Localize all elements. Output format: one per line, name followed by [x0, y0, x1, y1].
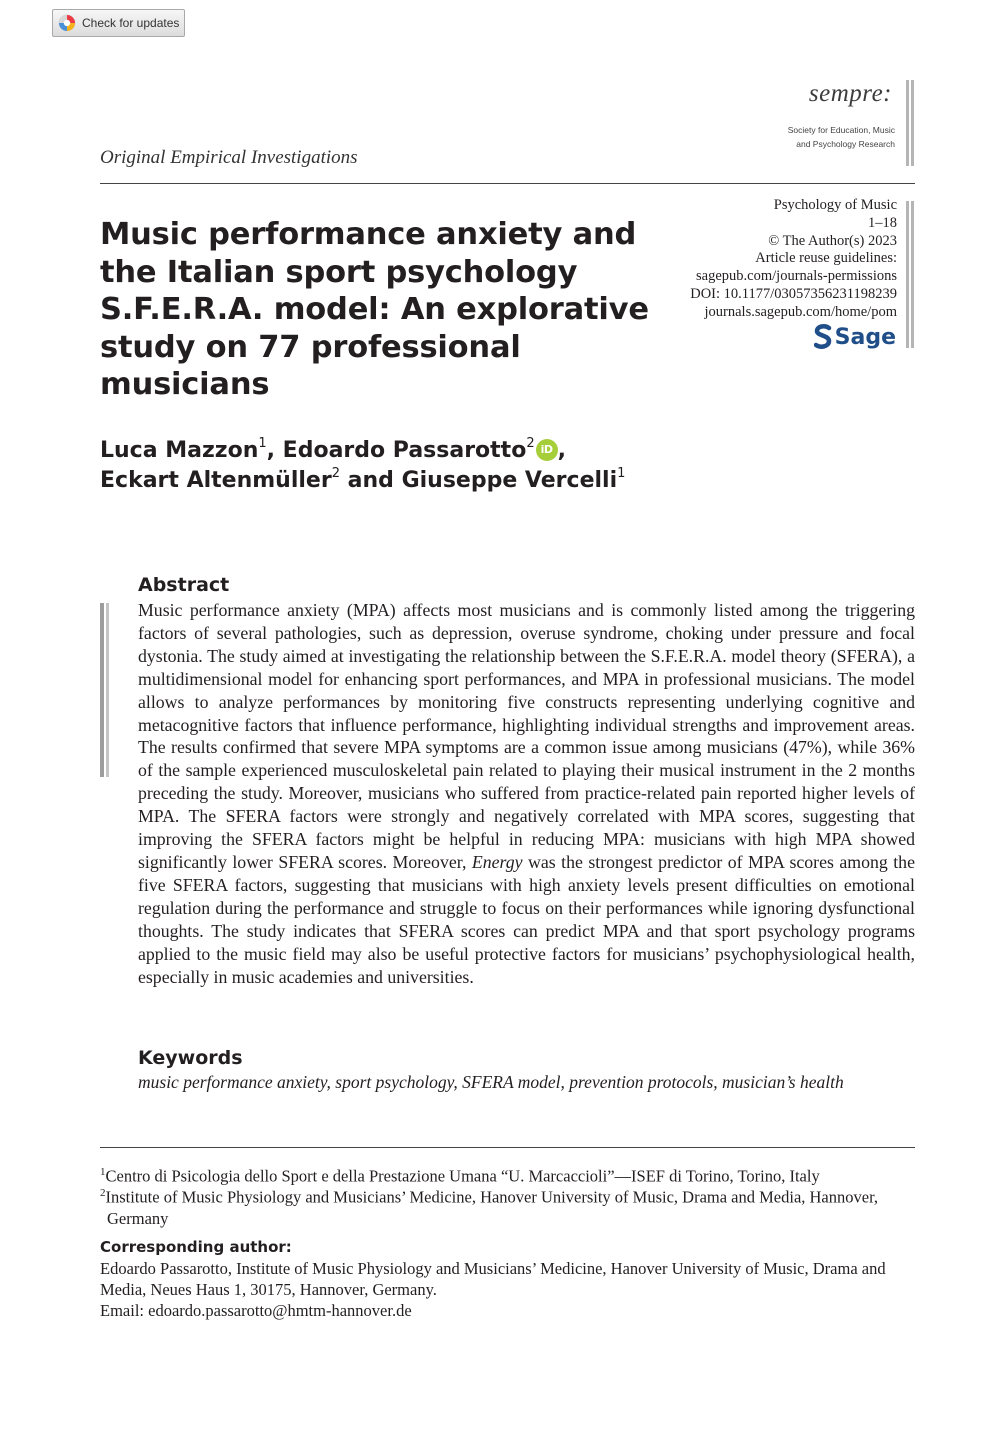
keywords-heading: Keywords — [138, 1047, 243, 1069]
meta-rule — [906, 201, 909, 348]
doi[interactable]: DOI: 10.1177/03057356231198239 — [690, 285, 897, 302]
society-name-line-2: and Psychology Research — [796, 139, 895, 149]
check-for-updates-button[interactable] — [52, 9, 185, 37]
author-list: Luca Mazzon$^1$, Edoardo Passarotto$^2$ iD , Eckart Altenmüller$^2$ and Giuseppe Vercelli$^1$ — [100, 435, 626, 493]
article-meta — [690, 197, 897, 322]
author-name: Luca Mazzon — [100, 438, 259, 463]
affiliation-number: 1 — [100, 1166, 106, 1178]
logo-rule — [906, 80, 909, 166]
abstract-rule — [106, 603, 109, 777]
affiliation-text: Centro di Psicologia dello Sport e della Prestazione Umana “U. Marcaccioli”—ISEF di Torino, Torino, Italy — [105, 1166, 820, 1186]
author-name: Edoardo Passarotto — [282, 438, 527, 463]
abstract-emphasis: Energy — [471, 851, 523, 872]
article-title — [100, 216, 660, 404]
reuse-label: Article reuse guidelines: — [755, 250, 897, 267]
affiliation-marker: 2 — [526, 435, 535, 451]
abstract-body — [138, 599, 915, 988]
corresponding-email[interactable]: Email: edoardo.passarotto@hmtm-hannover.de — [100, 1301, 412, 1320]
affiliation-text: Institute of Music Physiology and Musicians’ Medicine, Hanover University of Music, Drama and Media, Hannover, Germany — [105, 1187, 879, 1228]
publisher-logo — [814, 324, 896, 350]
author-joiner: and — [347, 468, 394, 493]
abstract-rule — [100, 603, 104, 777]
title-line: study on 77 professional musicians — [100, 329, 521, 402]
affiliation-marker: 1 — [258, 435, 267, 451]
title-line: Music performance anxiety and — [100, 217, 637, 252]
section-type: Original Empirical Investigations — [100, 147, 358, 168]
corresponding-author-details — [100, 1258, 915, 1321]
footer-divider — [100, 1147, 915, 1148]
abstract-heading: Abstract — [138, 574, 230, 596]
keywords-text: music performance anxiety, sport psychology, SFERA model, prevention protocols, musician’s health — [138, 1072, 844, 1092]
title-line: the Italian sport psychology — [100, 254, 578, 290]
affiliation-marker: 2 — [331, 465, 340, 481]
journal-home-link[interactable]: journals.sagepub.com/home/pom — [704, 303, 897, 320]
title-line: S.F.E.R.A. model: An explorative — [100, 292, 649, 327]
abstract-text: was the strongest predictor of MPA scores among the five SFERA factors, suggesting that musicians with high anxiety levels present difficulties on emotional regulation during the performance and struggle to focus on their performances while ignoring dysfunctional thoughts. The study indicates that SFERA scores can predict MPA and that sport psychology programs applied to the music field may also be useful protective factors for musicians’ psychophysiological health, especially in music academies and universities. — [138, 851, 915, 987]
abstract-text: Music performance anxiety (MPA) affects most musicians and is commonly listed among the triggering factors of several pathologies, such as depression, overuse syndrome, choking under pressure and focal dystonia. The study aimed at investigating the relationship between the S.F.E.R.A. model theory (SFERA), a multidimensional model for enhancing sport performances, and MPA in professional musicians. The model allows to analyze performances by monitoring five constructs representing underlying cognitive and metacognitive factors that influence performance, highlighting individual strengths and improvement areas. The results confirmed that severe MPA symptoms are a common issue among musicians (47%), while 36% of the sample experienced musculoskeletal pain related to playing their musical instrument in the 2 months preceding the study. Moreover, musicians who suffered from practice-related pain reported higher levels of MPA. The SFERA factors were strongly and negatively correlated with MPA scores, suggesting that improving the SFERA factors might be helpful in reducing MPA: musicians with high MPA showed significantly lower SFERA scores. Moreover, — [138, 600, 915, 872]
author-name: Eckart Altenmüller — [100, 468, 332, 493]
society-name-line-1: Society for Education, Music — [787, 125, 895, 135]
header-divider — [100, 183, 915, 184]
sage-logo-icon — [814, 324, 832, 350]
journal-logo: sempre: — [808, 80, 892, 107]
corresponding-author-heading: Corresponding author: — [100, 1238, 292, 1256]
affiliation-2 — [100, 1183, 915, 1229]
affiliation-number: 2 — [100, 1187, 106, 1199]
sage-logo-text: Sage — [834, 324, 896, 350]
check-for-updates-label: Check for updates — [82, 16, 180, 30]
journal-name: Psychology of Music — [773, 197, 897, 213]
crossmark-icon — [58, 14, 76, 32]
author-name: Giuseppe Vercelli — [401, 468, 618, 493]
page-range: 1–18 — [868, 214, 897, 231]
meta-rule — [911, 201, 914, 348]
affiliation-marker: 1 — [617, 465, 626, 481]
reuse-link[interactable]: sagepub.com/journals-permissions — [696, 268, 897, 285]
orcid-icon[interactable]: iD — [536, 439, 558, 461]
corresponding-address: Edoardo Passarotto, Institute of Music Physiology and Musicians’ Medicine, Hanover University of Music, Drama and Media, Neues Haus 1, 30175, Hannover, Germany. — [100, 1259, 886, 1299]
copyright: © The Author(s) 2023 — [768, 232, 897, 249]
logo-rule — [911, 80, 914, 166]
